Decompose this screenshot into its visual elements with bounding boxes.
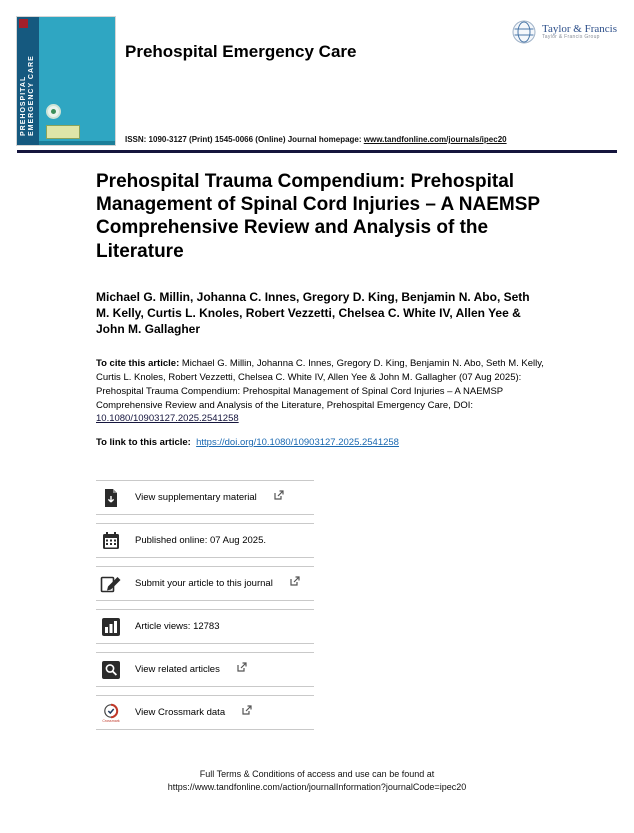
header-divider	[17, 150, 617, 153]
journal-homepage-link[interactable]: www.tandfonline.com/journals/ipec20	[363, 135, 507, 144]
article-title: Prehospital Trauma Compendium: Prehospital Management of Spinal Cord Injuries – A NAEMSP Comprehensive Review and Analysis of the Literature	[96, 171, 540, 262]
external-link-icon	[274, 490, 284, 500]
cover-title-line1: PREHOSPITAL	[20, 75, 27, 136]
action-label: View supplementary material	[135, 492, 257, 504]
submit-article-link[interactable]	[96, 566, 314, 601]
header	[17, 17, 617, 145]
journal-title: Prehospital Emergency Care	[125, 42, 357, 61]
action-label: Published online: 07 Aug 2025.	[135, 535, 266, 547]
action-list	[96, 480, 314, 730]
globe-icon	[512, 20, 536, 44]
cover-title-line2: EMERGENCY CARE	[28, 55, 35, 136]
view-supplementary-material-link[interactable]	[96, 480, 314, 515]
cover-vertical-title	[20, 31, 36, 136]
cover-spine	[17, 17, 39, 145]
link-paragraph	[96, 437, 544, 448]
related-articles-icon	[100, 660, 122, 680]
action-label: View Crossmark data	[135, 707, 226, 719]
action-label: Article views: 12783	[135, 621, 220, 633]
article-content	[96, 170, 544, 738]
citation-paragraph	[96, 357, 544, 426]
taylor-francis-logo	[512, 20, 617, 44]
footer-terms-url[interactable]: https://www.tandfonline.com/action/journalInformation?journalCode=ipec20	[167, 782, 467, 793]
crossmark-icon	[100, 703, 122, 723]
issn-line	[125, 135, 507, 144]
svg-text:Crossmark: Crossmark	[102, 718, 120, 723]
cover-artwork	[39, 17, 115, 145]
calendar-icon	[100, 531, 122, 551]
logo-group: Taylor & Francis Group	[542, 34, 600, 41]
publisher-mark-icon	[19, 19, 28, 28]
view-related-articles-link[interactable]	[96, 652, 314, 687]
article-doi-url-link[interactable]: https://doi.org/10.1080/10903127.2025.2541258	[196, 437, 399, 449]
cite-text: Michael G. Millin, Johanna C. Innes, Gregory D. King, Benjamin N. Abo, Seth M. Kelly, Curtis L. Knoles, Robert Vezzetti, Chelsea C. White IV, Allen Yee & John M. Gallagher (07 Aug 2025): Prehospital Trauma Compendium: Prehospital Management of Spinal Cord Injuries – A NAEMSP Comprehensive Review and Analysis of the Literature, Prehospital Emergency Care, DOI:	[96, 358, 544, 411]
logo-wordmark	[542, 23, 617, 41]
issn-text: ISSN: 1090-3127 (Print) 1545-0066 (Online) Journal homepage:	[125, 135, 364, 144]
external-link-icon	[237, 662, 247, 672]
published-online-row	[96, 523, 314, 558]
link-label: To link to this article:	[96, 437, 191, 449]
doi-link[interactable]: 10.1080/10903127.2025.2541258	[96, 413, 239, 425]
action-label: Submit your article to this journal	[135, 578, 273, 590]
article-authors: Michael G. Millin, Johanna C. Innes, Gregory D. King, Benjamin N. Abo, Seth M. Kelly, Curtis L. Knoles, Robert Vezzetti, Chelsea C. White IV, Allen Yee & John M. Gallagher	[96, 289, 530, 337]
cite-label: To cite this article:	[96, 358, 180, 370]
footer-terms-text: Full Terms & Conditions of access and use can be found at	[199, 769, 435, 779]
supplementary-material-icon	[100, 488, 122, 508]
journal-cover-image	[17, 17, 115, 145]
action-label: View related articles	[135, 664, 220, 676]
submit-article-icon	[100, 574, 122, 594]
journal-seal-icon	[46, 104, 61, 119]
article-views-icon	[100, 617, 122, 637]
view-crossmark-data-link[interactable]	[96, 695, 314, 730]
footer	[0, 768, 634, 794]
logo-name: Taylor & Francis	[542, 23, 617, 36]
article-views-row	[96, 609, 314, 644]
external-link-icon	[242, 705, 252, 715]
cover-label-box	[46, 125, 80, 139]
cover-stripe	[39, 141, 115, 145]
external-link-icon	[290, 576, 300, 586]
